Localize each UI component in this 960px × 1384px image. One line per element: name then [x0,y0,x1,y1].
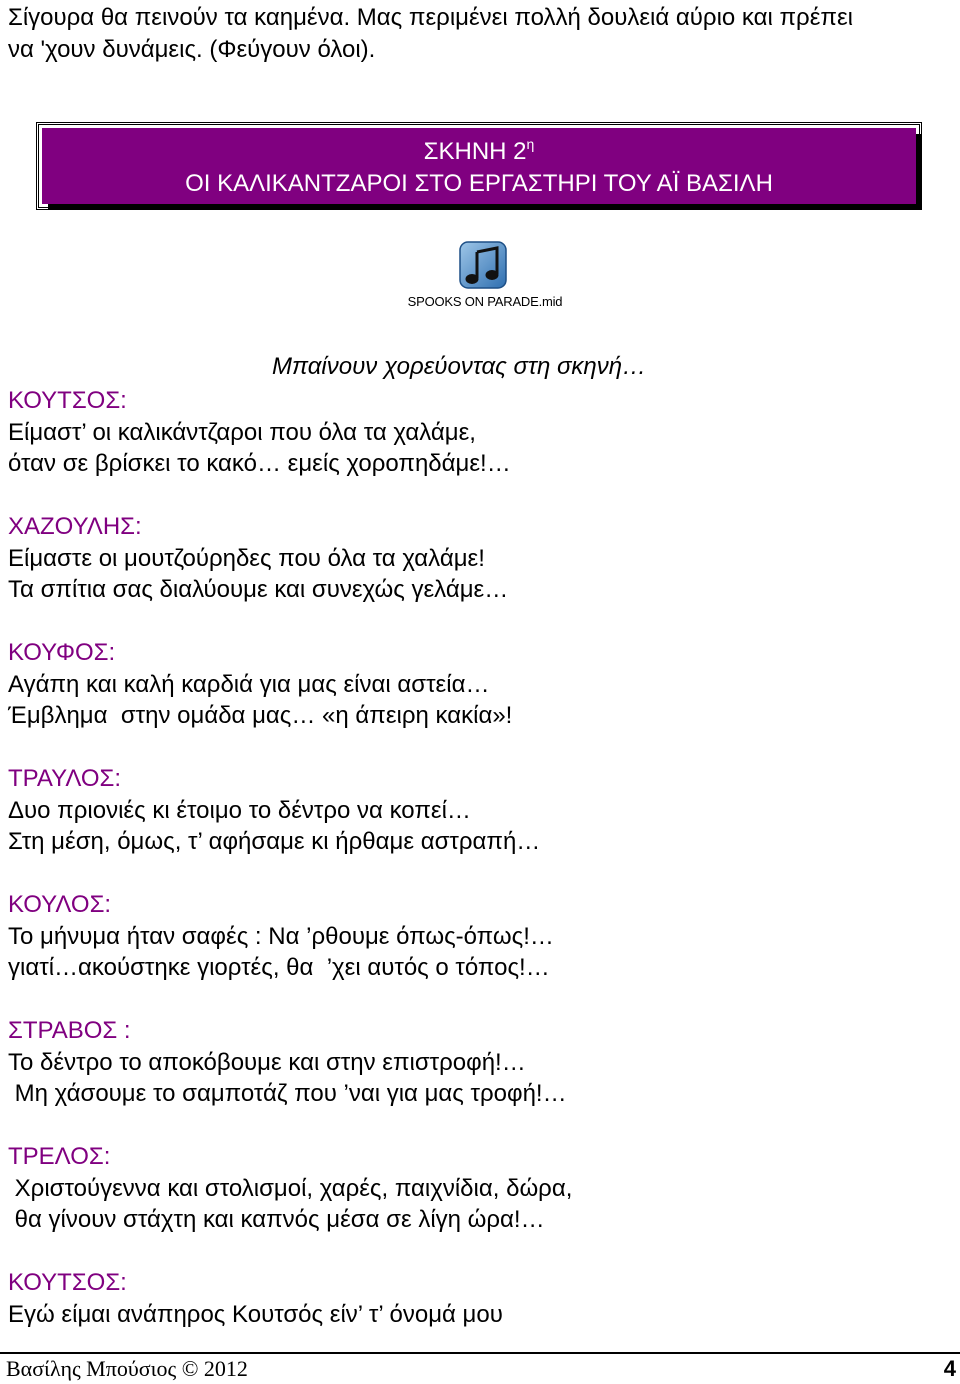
dialogue-line: θα γίνουν στάχτη και καπνός μέσα σε λίγη ώρα!… [8,1206,545,1233]
speaker-name: ΚΟΥΤΣΟΣ: [8,1269,127,1296]
intro-line-1: Σίγουρα θα πεινούν τα καημένα. Μας περιμένει πολλή δουλειά αύριο και πρέπει [8,4,853,31]
speaker-name: ΧΑΖΟΥΛΗΣ: [8,513,142,540]
speaker-name: ΤΡΑΥΛΟΣ: [8,765,122,792]
page-footer [0,1352,960,1384]
speaker-name: ΣΤΡΑΒΟΣ : [8,1017,131,1044]
dialogue-block [8,889,953,983]
music-file-label[interactable]: SPOOKS ON PARADE.mid [407,294,563,309]
speaker-name: ΤΡΕΛΟΣ: [8,1143,111,1170]
dialogue-line: Έμβλημα στην ομάδα μας… «η άπειρη κακία»! [8,702,513,729]
dialogue-block [8,1141,953,1235]
scene-heading [42,128,916,204]
scene-subtitle: ΟΙ ΚΑΛΙΚΑΝΤΖΑΡΟΙ ΣΤΟ ΕΡΓΑΣΤΗΡΙ ΤΟΥ ΑΪ ΒΑΣΙΛΗ [185,170,773,197]
dialogue-line: Δυο πριονιές κι έτοιμο το δέντρο να κοπεί… [8,797,471,824]
dialogue-block [8,1015,953,1109]
dialogue-line: Εγώ είμαι ανάπηρος Κουτσός είν’ τ’ όνομά μου [8,1301,503,1328]
dialogue-block [8,511,953,605]
dialogue-line: Το μήνυμα ήταν σαφές : Να ’ρθουμε όπως-όπως!… [8,923,554,950]
dialogue-line: Είμαστε οι μουτζούρηδες που όλα τα χαλάμε! [8,545,485,572]
music-note-icon [457,240,513,292]
dialogue-line: Στη μέση, όμως, τ’ αφήσαμε κι ήρθαμε αστραπή… [8,828,541,855]
speaker-name: ΚΟΥΛΟΣ: [8,891,112,918]
dialogue-line: Μη χάσουμε το σαμποτάζ που ’ναι για μας τροφή!… [8,1080,567,1107]
speaker-name: ΚΟΥΤΣΟΣ: [8,387,127,414]
intro-line-2: να 'χουν δυνάμεις. (Φεύγουν όλοι). [8,36,376,63]
dialogue-line: γιατί…ακούστηκε γιορτές, θα ’χει αυτός ο τόπος!… [8,954,550,981]
scene-title-text: ΣΚΗΝΗ 2 [423,138,527,165]
scene-title [42,136,916,168]
stage-direction: Μπαίνουν χορεύοντας στη σκηνή… [272,353,647,380]
dialogue-line: Το δέντρο το αποκόβουμε και στην επιστροφή!… [8,1049,526,1076]
speaker-name: ΚΟΥΦΟΣ: [8,639,116,666]
dialogue-line: Χριστούγεννα και στολισμοί, χαρές, παιχνίδια, δώρα, [8,1175,573,1202]
music-attachment[interactable] [400,240,570,309]
dialogue-line: όταν σε βρίσκει το κακό… εμείς χοροπηδάμε!… [8,450,511,477]
dialogue-block [8,385,953,479]
intro-text [8,2,953,66]
dialogue-line: Είμαστ’ οι καλικάντζαροι που όλα τα χαλάμε, [8,419,476,446]
page-number: 4 [943,1356,956,1381]
scene-heading-box [36,122,922,210]
dialogue-line: Αγάπη και καλή καρδιά για μας είναι αστεία… [8,671,490,698]
dialogue-block [8,637,953,731]
dialogue-block [8,763,953,857]
dialogue-block [8,1267,953,1330]
footer-author: Βασίλης Μπούσιος © 2012 [6,1356,248,1381]
dialogue-line: Τα σπίτια σας διαλύουμε και συνεχώς γελάμε… [8,576,509,603]
scene-title-superscript: η [526,136,535,152]
